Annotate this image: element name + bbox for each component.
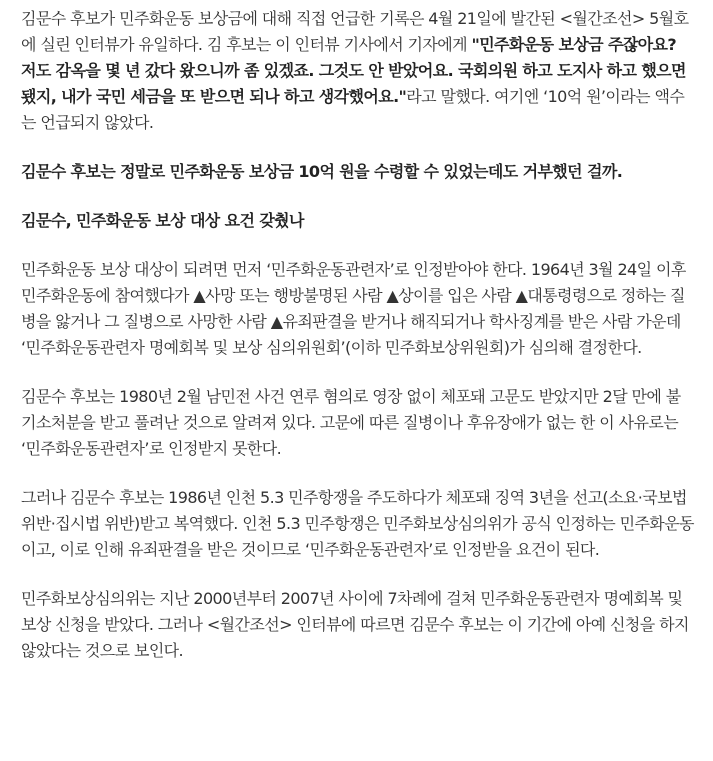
intro-text-end: 라고 말했다. 여기엔 ‘10억 원’이라는 액수는 언급되지 않았다. (21, 87, 685, 132)
paragraph-eligibility: 민주화운동 보상 대상이 되려면 먼저 ‘민주화운동관련자’로 인정받아야 한다. 1964년 3월 24일 이후 민주화운동에 참여했다가 ▲사망 또는 행방불명된 사람 ▲상이를 입은 사람 ▲대통령령으로 정하는 질병을 앓거나 그 질병으로 사망한 사람 ▲유죄판결을 받거나 해직되거나 학사징계를 받은 사람 가운데 ‘민주화운동관련자 명예회복 및 보상 심의위원회’(이하 민주화보상위원회)가 심의해 결정한다. (21, 260, 686, 357)
paragraph-application-period: 민주화보상심의위는 지난 2000년부터 2007년 사이에 7차례에 걸쳐 민주화운동관련자 명예회복 및 보상 신청을 받았다. 그러나 <월간조선> 인터뷰에 따르면 김문수 후보는 이 기간에 아예 신청을 하지 않았다는 것으로 보인다. (21, 589, 689, 660)
section-subhead: 김문수, 민주화운동 보상 대상 요건 갖췄나 (21, 211, 304, 230)
paragraph-1980-arrest: 김문수 후보는 1980년 2월 남민전 사건 연루 혐의로 영장 없이 체포돼 고문도 받았지만 2달 만에 불기소처분을 받고 풀려난 것으로 알려져 있다. 고문에 따른 질병이나 후유장애가 없는 한 이 사유로는 ‘민주화운동관련자’로 인정받지 못한다. (21, 387, 681, 458)
paragraph-intro (21, 6, 695, 136)
paragraph-1986-incheon: 그러나 김문수 후보는 1986년 인천 5.3 민주항쟁을 주도하다가 체포돼 징역 3년을 선고(소요·국보법 위반·집시법 위반)받고 복역했다. 인천 5.3 민주항쟁은 민주화보상심의위가 공식 인정하는 민주화운동이고, 이로 인해 유죄판결을 받은 것이므로 ‘민주화운동관련자’로 인정받을 요건이 된다. (21, 488, 694, 559)
intro-text: 김문수 후보가 민주화운동 보상금에 대해 직접 언급한 기록은 4월 21일에 발간된 <월간조선> 5월호에 실린 인터뷰가 유일하다. 김 후보는 이 인터뷰 기사에서 기자에게 (21, 9, 689, 54)
lead-question: 김문수 후보는 정말로 민주화운동 보상금 10억 원을 수령할 수 있었는데도 거부했던 걸까. (21, 162, 623, 181)
article-body (0, 6, 713, 664)
interview-quote: "민주화운동 보상금 주잖아요? 저도 감옥을 몇 년 갔다 왔으니까 좀 있겠죠. 그것도 안 받았어요. 국회의원 하고 도지사 하고 했으면 됐지, 내가 국민 세금을 또 받으면 되나 하고 생각했어요." (21, 35, 686, 106)
